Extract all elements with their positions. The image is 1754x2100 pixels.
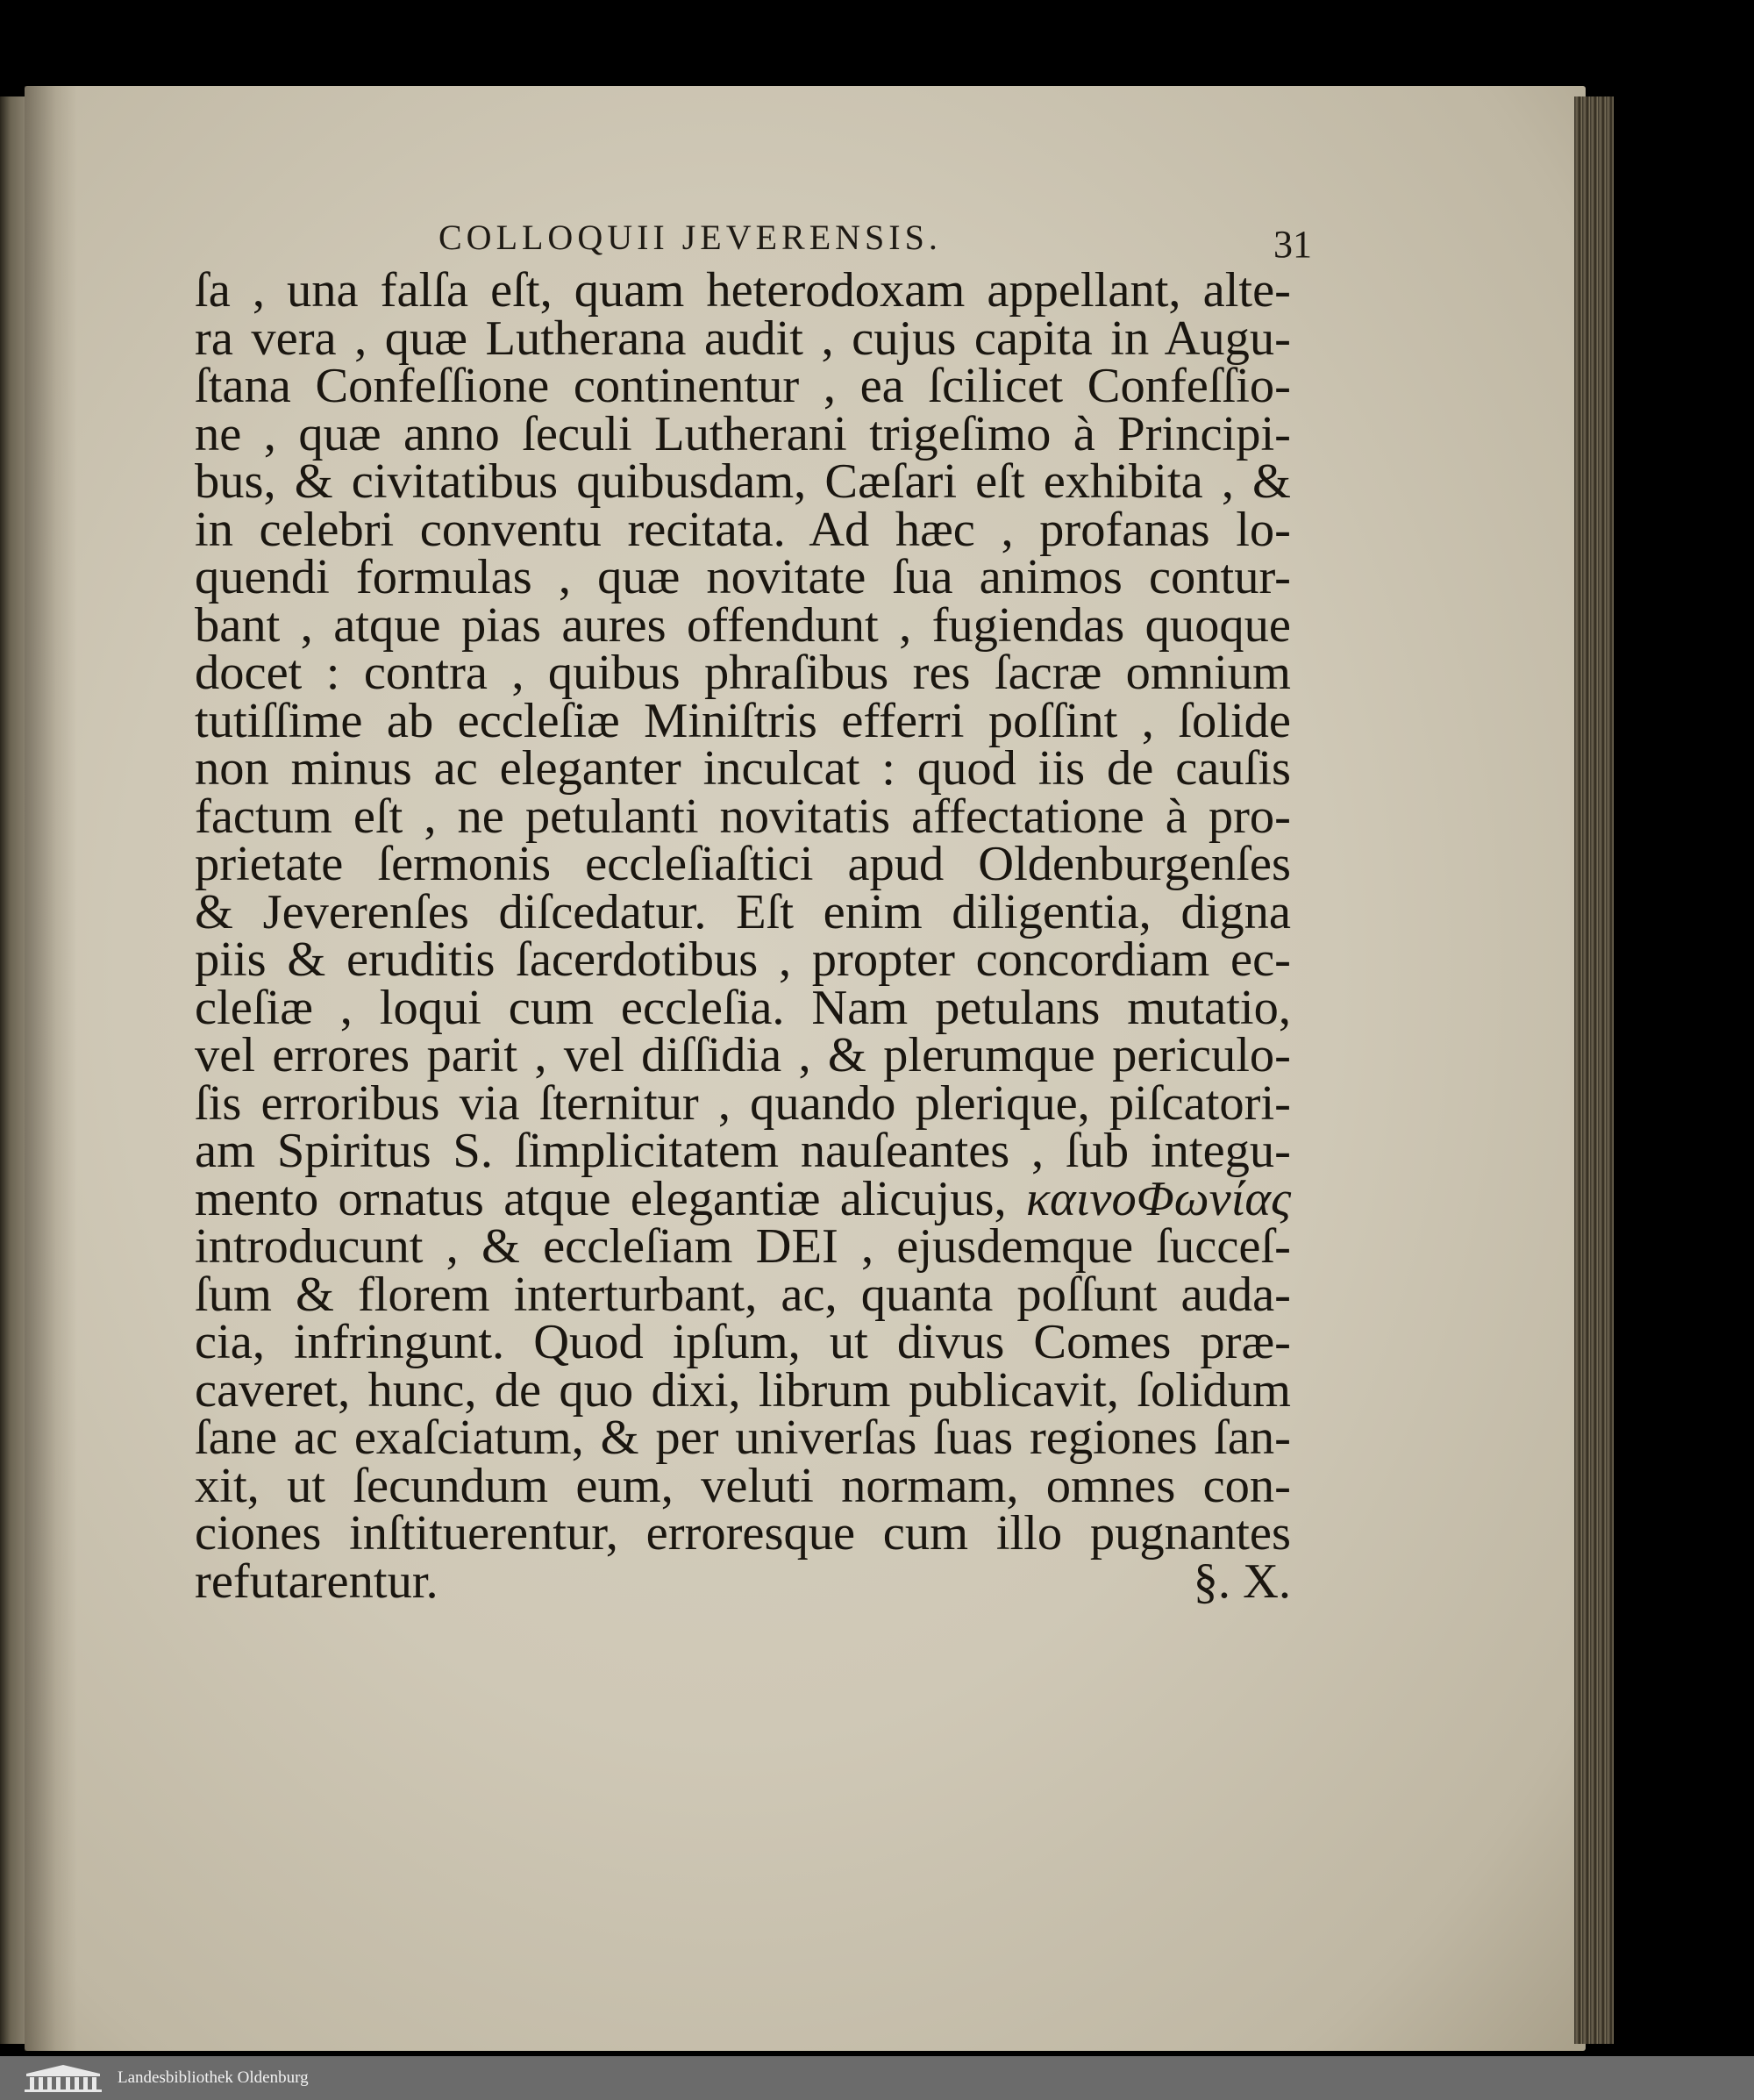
text-line: factum eſt , ne petulanti novitatis affectatione à pro- — [195, 789, 1291, 844]
text-line-last — [195, 1554, 1291, 1609]
footer-bar — [0, 2056, 1754, 2100]
text-line: non minus ac eleganter inculcat : quod iis de cauſis — [195, 741, 1291, 796]
text-line: vel errores parit , vel diſſidia , & plerumque periculo- — [195, 1028, 1291, 1082]
text-line: ſis erroribus via ſternitur , quando plerique, piſcatori- — [195, 1075, 1291, 1131]
text-line: & Jeverenſes diſcedatur. Eſt enim diligentia, digna — [195, 884, 1291, 939]
body-text — [195, 263, 1291, 1609]
text-line: docet : contra , quibus phraſibus res ſacræ omnium — [195, 646, 1291, 700]
text-segment: mento ornatus atque elegantiæ alicujus, — [195, 1171, 1026, 1226]
text-line: cleſiæ , loqui cum eccleſia. Nam petulans mutatio, — [195, 980, 1291, 1035]
text-line: caveret, hunc, de quo dixi, librum publicavit, ſolidum — [195, 1362, 1291, 1418]
text-line: ſtana Confeſſione continentur , ea ſcilicet Confeſſio- — [195, 359, 1291, 413]
text-line: ſum & florem interturbant, ac, quanta poſſunt auda- — [195, 1267, 1291, 1322]
text-line: quendi formulas , quæ novitate ſua animos contur- — [195, 550, 1291, 604]
text-line: bus, & civitatibus quibusdam, Cæſari eſt exhibita , & — [195, 454, 1291, 509]
text-line: cia, infringunt. Quod ipſum, ut divus Comes præ- — [195, 1315, 1291, 1369]
catchword: §. X. — [1193, 1554, 1291, 1609]
running-head: COLLOQUII JEVERENSIS. — [438, 218, 942, 257]
text-line: xit, ut ſecundum eum, veluti normam, omnes con- — [195, 1458, 1291, 1513]
text-line: piis & eruditis ſacerdotibus , propter concordiam ec- — [195, 932, 1291, 987]
text-line: tutiſſime ab eccleſiæ Miniſtris efferri poſſint , ſolide — [195, 693, 1291, 748]
facing-page-edge — [0, 96, 26, 2044]
text-line: ra vera , quæ Lutherana audit , cujus capita in Augu- — [195, 311, 1291, 366]
text-line: ſa , una falſa eſt, quam heterodoxam appellant, alte- — [195, 263, 1291, 318]
library-building-icon — [21, 2063, 105, 2093]
library-name: Landesbibliothek Oldenburg — [118, 2068, 309, 2087]
greek-word: καινοΦωνίας — [1025, 1171, 1291, 1226]
text-line: ſane ac exaſciatum, & per univerſas ſuas regiones ſan- — [195, 1411, 1291, 1465]
text-line: bant , atque pias aures offendunt , fugiendas quoque — [195, 597, 1291, 653]
text-line: prietate ſermonis eccleſiaſtici apud Oldenburgenſes — [195, 837, 1291, 891]
text-line: ne , quæ anno ſeculi Lutherani trigeſimo à Principi- — [195, 406, 1291, 461]
page-stack-edge — [1574, 96, 1614, 2044]
text-line: introducunt , & eccleſiam DEI , ejusdemque ſucceſ- — [195, 1219, 1291, 1274]
page-number: 31 — [1273, 223, 1312, 266]
page-gutter-shadow — [25, 86, 77, 2051]
text-line-greek — [195, 1171, 1291, 1226]
text-line: am Spiritus S. ſimplicitatem nauſeantes , ſub integu- — [195, 1124, 1291, 1178]
text-line: ciones inſtituerentur, erroresque cum illo pugnantes — [195, 1506, 1291, 1561]
text-line: in celebri conventu recitata. Ad hæc , profanas lo- — [195, 502, 1291, 557]
last-line-text: refutarentur. — [195, 1554, 438, 1609]
